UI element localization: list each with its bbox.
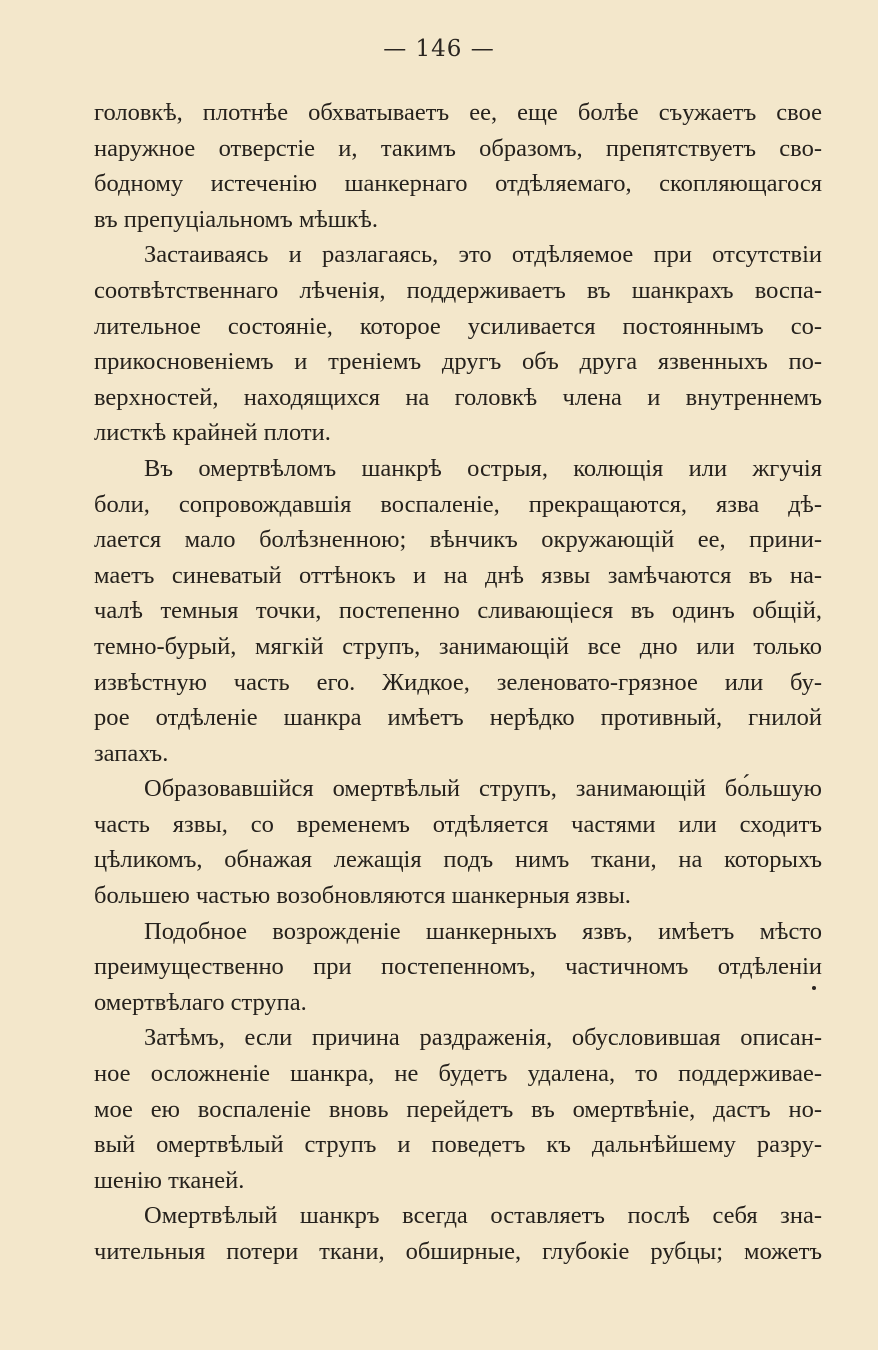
text-line: ное осложненіе шанкра, не будетъ удалена, то поддерживае- [94, 1060, 822, 1088]
text-line: часть язвы, со временемъ отдѣляется частями или сходитъ [94, 810, 822, 838]
text-line: наружное отверстіе и, такимъ образомъ, препятствуетъ сво- [94, 134, 822, 162]
text-line: шенію тканей. [94, 1166, 245, 1194]
paragraph-first-line: Омертвѣлый шанкръ всегда оставляетъ послѣ себя зна- [144, 1202, 822, 1230]
text-line: темно-бурый, мягкій струпъ, занимающій все дно или только [94, 632, 822, 660]
text-line: омертвѣлаго струпа. [94, 988, 307, 1016]
paragraph-first-line: Въ омертвѣломъ шанкрѣ острыя, колющія или жгучія [144, 454, 822, 482]
text-line: лается мало болѣзненною; вѣнчикъ окружающій ее, прини- [94, 526, 822, 554]
text-line: рое отдѣленіе шанкра имѣетъ нерѣдко противный, гнилой [94, 704, 822, 732]
text-line: въ препуціальномъ мѣшкѣ. [94, 205, 378, 233]
text-line: лительное состояніе, которое усиливается постояннымъ со- [94, 312, 822, 340]
text-line: прикосновеніемъ и треніемъ другъ объ друга язвенныхъ по- [94, 348, 822, 376]
text-line: чительныя потери ткани, обширные, глубокіе рубцы; можетъ [94, 1238, 822, 1265]
text-line: цѣликомъ, обнажая лежащія подъ нимъ ткани, на которыхъ [94, 846, 822, 874]
text-line: соотвѣтственнаго лѣченія, поддерживаетъ въ шанкрахъ воспа- [94, 276, 822, 304]
text-line: преимущественно при постепенномъ, частичномъ отдѣленіи [94, 953, 822, 981]
text-line: вый омертвѣлый струпъ и поведетъ къ дальнѣйшему разру- [94, 1131, 822, 1159]
paragraph-first-line: Подобное возрожденіе шанкерныхъ язвъ, имѣетъ мѣсто [144, 917, 822, 945]
text-line: запахъ. [94, 739, 169, 767]
body-text [94, 95, 822, 1270]
text-line: бодному истеченію шанкернаго отдѣляемаго, скопляющагося [94, 170, 822, 198]
paragraph-first-line: Застаиваясь и разлагаясь, это отдѣляемое при отсутствіи [144, 241, 822, 269]
paragraph-first-line: Затѣмъ, если причина раздраженія, обусловившая описан- [144, 1024, 822, 1052]
text-line: маетъ синеватый оттѣнокъ и на днѣ язвы замѣчаются въ на- [94, 561, 822, 589]
text-line: листкѣ крайней плоти. [94, 419, 331, 447]
text-line: чалѣ темныя точки, постепенно сливающіеся въ одинъ общій, [94, 597, 822, 625]
text-line: боли, сопровождавшія воспаленіе, прекращаются, язва дѣ- [94, 490, 822, 518]
text-line: извѣстную часть его. Жидкое, зеленовато-грязное или бу- [94, 668, 822, 696]
text-line: большею частью возобновляются шанкерныя язвы. [94, 882, 631, 910]
text-line: головкѣ, плотнѣе обхватываетъ ее, еще болѣе съужаетъ свое [94, 99, 822, 126]
text-line: мое ею воспаленіе вновь перейдетъ въ омертвѣніе, дастъ но- [94, 1095, 822, 1123]
paragraph-first-line: Образовавшійся омертвѣлый струпъ, занимающій бо́льшую [144, 775, 822, 803]
text-line: верхностей, находящихся на головкѣ члена и внутреннемъ [94, 383, 822, 411]
page-number: — 146 — [383, 36, 495, 62]
ink-speck [812, 986, 816, 990]
